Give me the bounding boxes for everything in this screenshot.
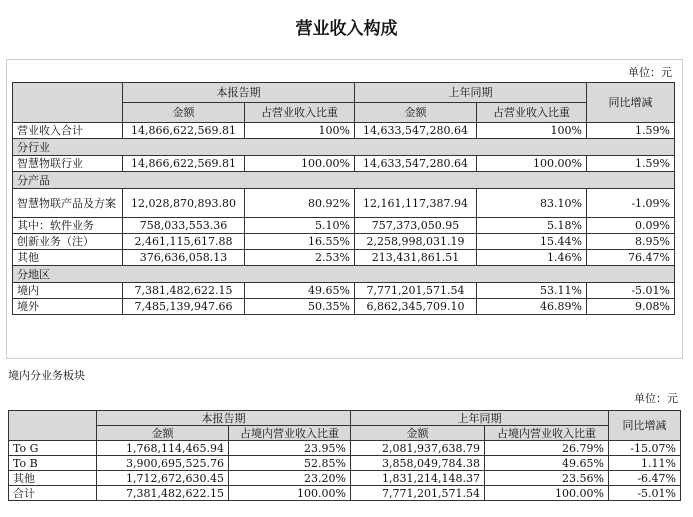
cur-amount-cell: 7,381,482,622.15 [123, 283, 245, 299]
header-current-period: 本报告期 [97, 411, 351, 426]
table-row [9, 441, 681, 456]
cur-share-cell: 5.10% [245, 218, 355, 234]
cur-amount-cell: 2,461,115,617.88 [123, 234, 245, 250]
pri-amount-cell: 757,373,050.95 [355, 218, 477, 234]
table-row [13, 283, 675, 299]
header-yoy: 同比增减 [587, 83, 675, 123]
row-label: 创新业务（注） [13, 234, 123, 250]
section-label: 分产品 [13, 172, 675, 189]
table2-header-row-2 [9, 426, 681, 441]
cur-amount-cell: 7,485,139,947.66 [123, 299, 245, 315]
header-cur-amount: 金额 [123, 103, 245, 123]
row-label: 智慧物联行业 [13, 156, 123, 172]
table-row [13, 189, 675, 218]
cur-amount-cell: 3,900,695,525.76 [97, 456, 229, 471]
cur-share-cell: 2.53% [245, 250, 355, 266]
yoy-cell: 1.59% [587, 123, 675, 139]
yoy-cell: -5.01% [609, 486, 681, 501]
row-label: 其他 [9, 471, 97, 486]
pri-amount-cell: 12,161,117,387.94 [355, 189, 477, 218]
section-label: 分行业 [13, 139, 675, 156]
yoy-cell: 1.11% [609, 456, 681, 471]
section-row-product [13, 172, 675, 189]
pri-share-cell: 53.11% [477, 283, 587, 299]
domestic-segment-heading: 境内分业务板块 [8, 369, 85, 382]
section-row-region [13, 266, 675, 283]
table-row [13, 299, 675, 315]
row-label: To G [9, 441, 97, 456]
pri-amount-cell: 3,858,049,784.38 [351, 456, 485, 471]
table-row [9, 456, 681, 471]
pri-share-cell: 100.00% [477, 156, 587, 172]
yoy-cell: -6.47% [609, 471, 681, 486]
table-row [13, 218, 675, 234]
table-row [9, 486, 681, 501]
domestic-segment-table [8, 410, 681, 501]
pri-share-cell: 1.46% [477, 250, 587, 266]
yoy-cell: 8.95% [587, 234, 675, 250]
header-prior-period: 上年同期 [351, 411, 609, 426]
page-title: 营业收入构成 [295, 19, 398, 39]
yoy-cell: 1.59% [587, 156, 675, 172]
yoy-cell: 0.09% [587, 218, 675, 234]
row-label: 境内 [13, 283, 123, 299]
pri-amount-cell: 1,831,214,148.37 [351, 471, 485, 486]
yoy-cell: 76.47% [587, 250, 675, 266]
pri-share-cell: 49.65% [485, 456, 609, 471]
cur-share-cell: 23.95% [229, 441, 351, 456]
cur-share-cell: 80.92% [245, 189, 355, 218]
section-row-industry [13, 139, 675, 156]
pri-share-cell: 83.10% [477, 189, 587, 218]
pri-share-cell: 100% [477, 123, 587, 139]
table-row [13, 250, 675, 266]
row-label: 其他 [13, 250, 123, 266]
cur-share-cell: 16.55% [245, 234, 355, 250]
pri-amount-cell: 6,862,345,709.10 [355, 299, 477, 315]
table2-header-row-1 [9, 411, 681, 426]
header-cur-amount: 金额 [97, 426, 229, 441]
pri-amount-cell: 14,633,547,280.64 [355, 123, 477, 139]
table2-unit: 单位：元 [634, 392, 678, 405]
pri-share-cell: 5.18% [477, 218, 587, 234]
header-pri-share: 占营业收入比重 [477, 103, 587, 123]
table1-unit: 单位：元 [628, 66, 672, 79]
cur-amount-cell: 376,636,058.13 [123, 250, 245, 266]
header-pri-amount: 金额 [351, 426, 485, 441]
pri-amount-cell: 2,081,937,638.79 [351, 441, 485, 456]
cur-amount-cell: 14,866,622,569.81 [123, 123, 245, 139]
cur-share-cell: 100.00% [229, 486, 351, 501]
cur-amount-cell: 7,381,482,622.15 [97, 486, 229, 501]
table-row [9, 471, 681, 486]
cur-amount-cell: 14,866,622,569.81 [123, 156, 245, 172]
yoy-cell: 9.08% [587, 299, 675, 315]
header-prior-period: 上年同期 [355, 83, 587, 103]
header-cur-share: 占境内营业收入比重 [229, 426, 351, 441]
cur-share-cell: 52.85% [229, 456, 351, 471]
cur-share-cell: 50.35% [245, 299, 355, 315]
pri-amount-cell: 2,258,998,031.19 [355, 234, 477, 250]
row-label: 境外 [13, 299, 123, 315]
yoy-cell: -15.07% [609, 441, 681, 456]
cur-share-cell: 49.65% [245, 283, 355, 299]
pri-amount-cell: 14,633,547,280.64 [355, 156, 477, 172]
table-row [13, 234, 675, 250]
cur-share-cell: 23.20% [229, 471, 351, 486]
pri-amount-cell: 7,771,201,571.54 [355, 283, 477, 299]
section-label: 分地区 [13, 266, 675, 283]
row-label: 其中：软件业务 [13, 218, 123, 234]
pri-share-cell: 15.44% [477, 234, 587, 250]
header-cur-share: 占营业收入比重 [245, 103, 355, 123]
header-pri-amount: 金额 [355, 103, 477, 123]
row-label: To B [9, 456, 97, 471]
pri-share-cell: 26.79% [485, 441, 609, 456]
row-label: 营业收入合计 [13, 123, 123, 139]
table-row [13, 156, 675, 172]
cur-amount-cell: 758,033,553.36 [123, 218, 245, 234]
pri-share-cell: 100.00% [485, 486, 609, 501]
header-pri-share: 占境内营业收入比重 [485, 426, 609, 441]
cur-share-cell: 100% [245, 123, 355, 139]
cur-amount-cell: 1,712,672,630.45 [97, 471, 229, 486]
header-blank-cell [13, 83, 123, 123]
cur-share-cell: 100.00% [245, 156, 355, 172]
pri-amount-cell: 213,431,861.51 [355, 250, 477, 266]
cur-amount-cell: 1,768,114,465.94 [97, 441, 229, 456]
row-label: 智慧物联产品及方案 [13, 189, 123, 218]
row-label: 合计 [9, 486, 97, 501]
header-yoy: 同比增减 [609, 411, 681, 441]
yoy-cell: -5.01% [587, 283, 675, 299]
pri-share-cell: 23.56% [485, 471, 609, 486]
yoy-cell: -1.09% [587, 189, 675, 218]
pri-amount-cell: 7,771,201,571.54 [351, 486, 485, 501]
header-blank-cell [9, 411, 97, 441]
pri-share-cell: 46.89% [477, 299, 587, 315]
header-current-period: 本报告期 [123, 83, 355, 103]
table-row [13, 123, 675, 139]
revenue-table [12, 82, 675, 315]
cur-amount-cell: 12,028,870,893.80 [123, 189, 245, 218]
table1-header-row-1 [13, 83, 675, 103]
